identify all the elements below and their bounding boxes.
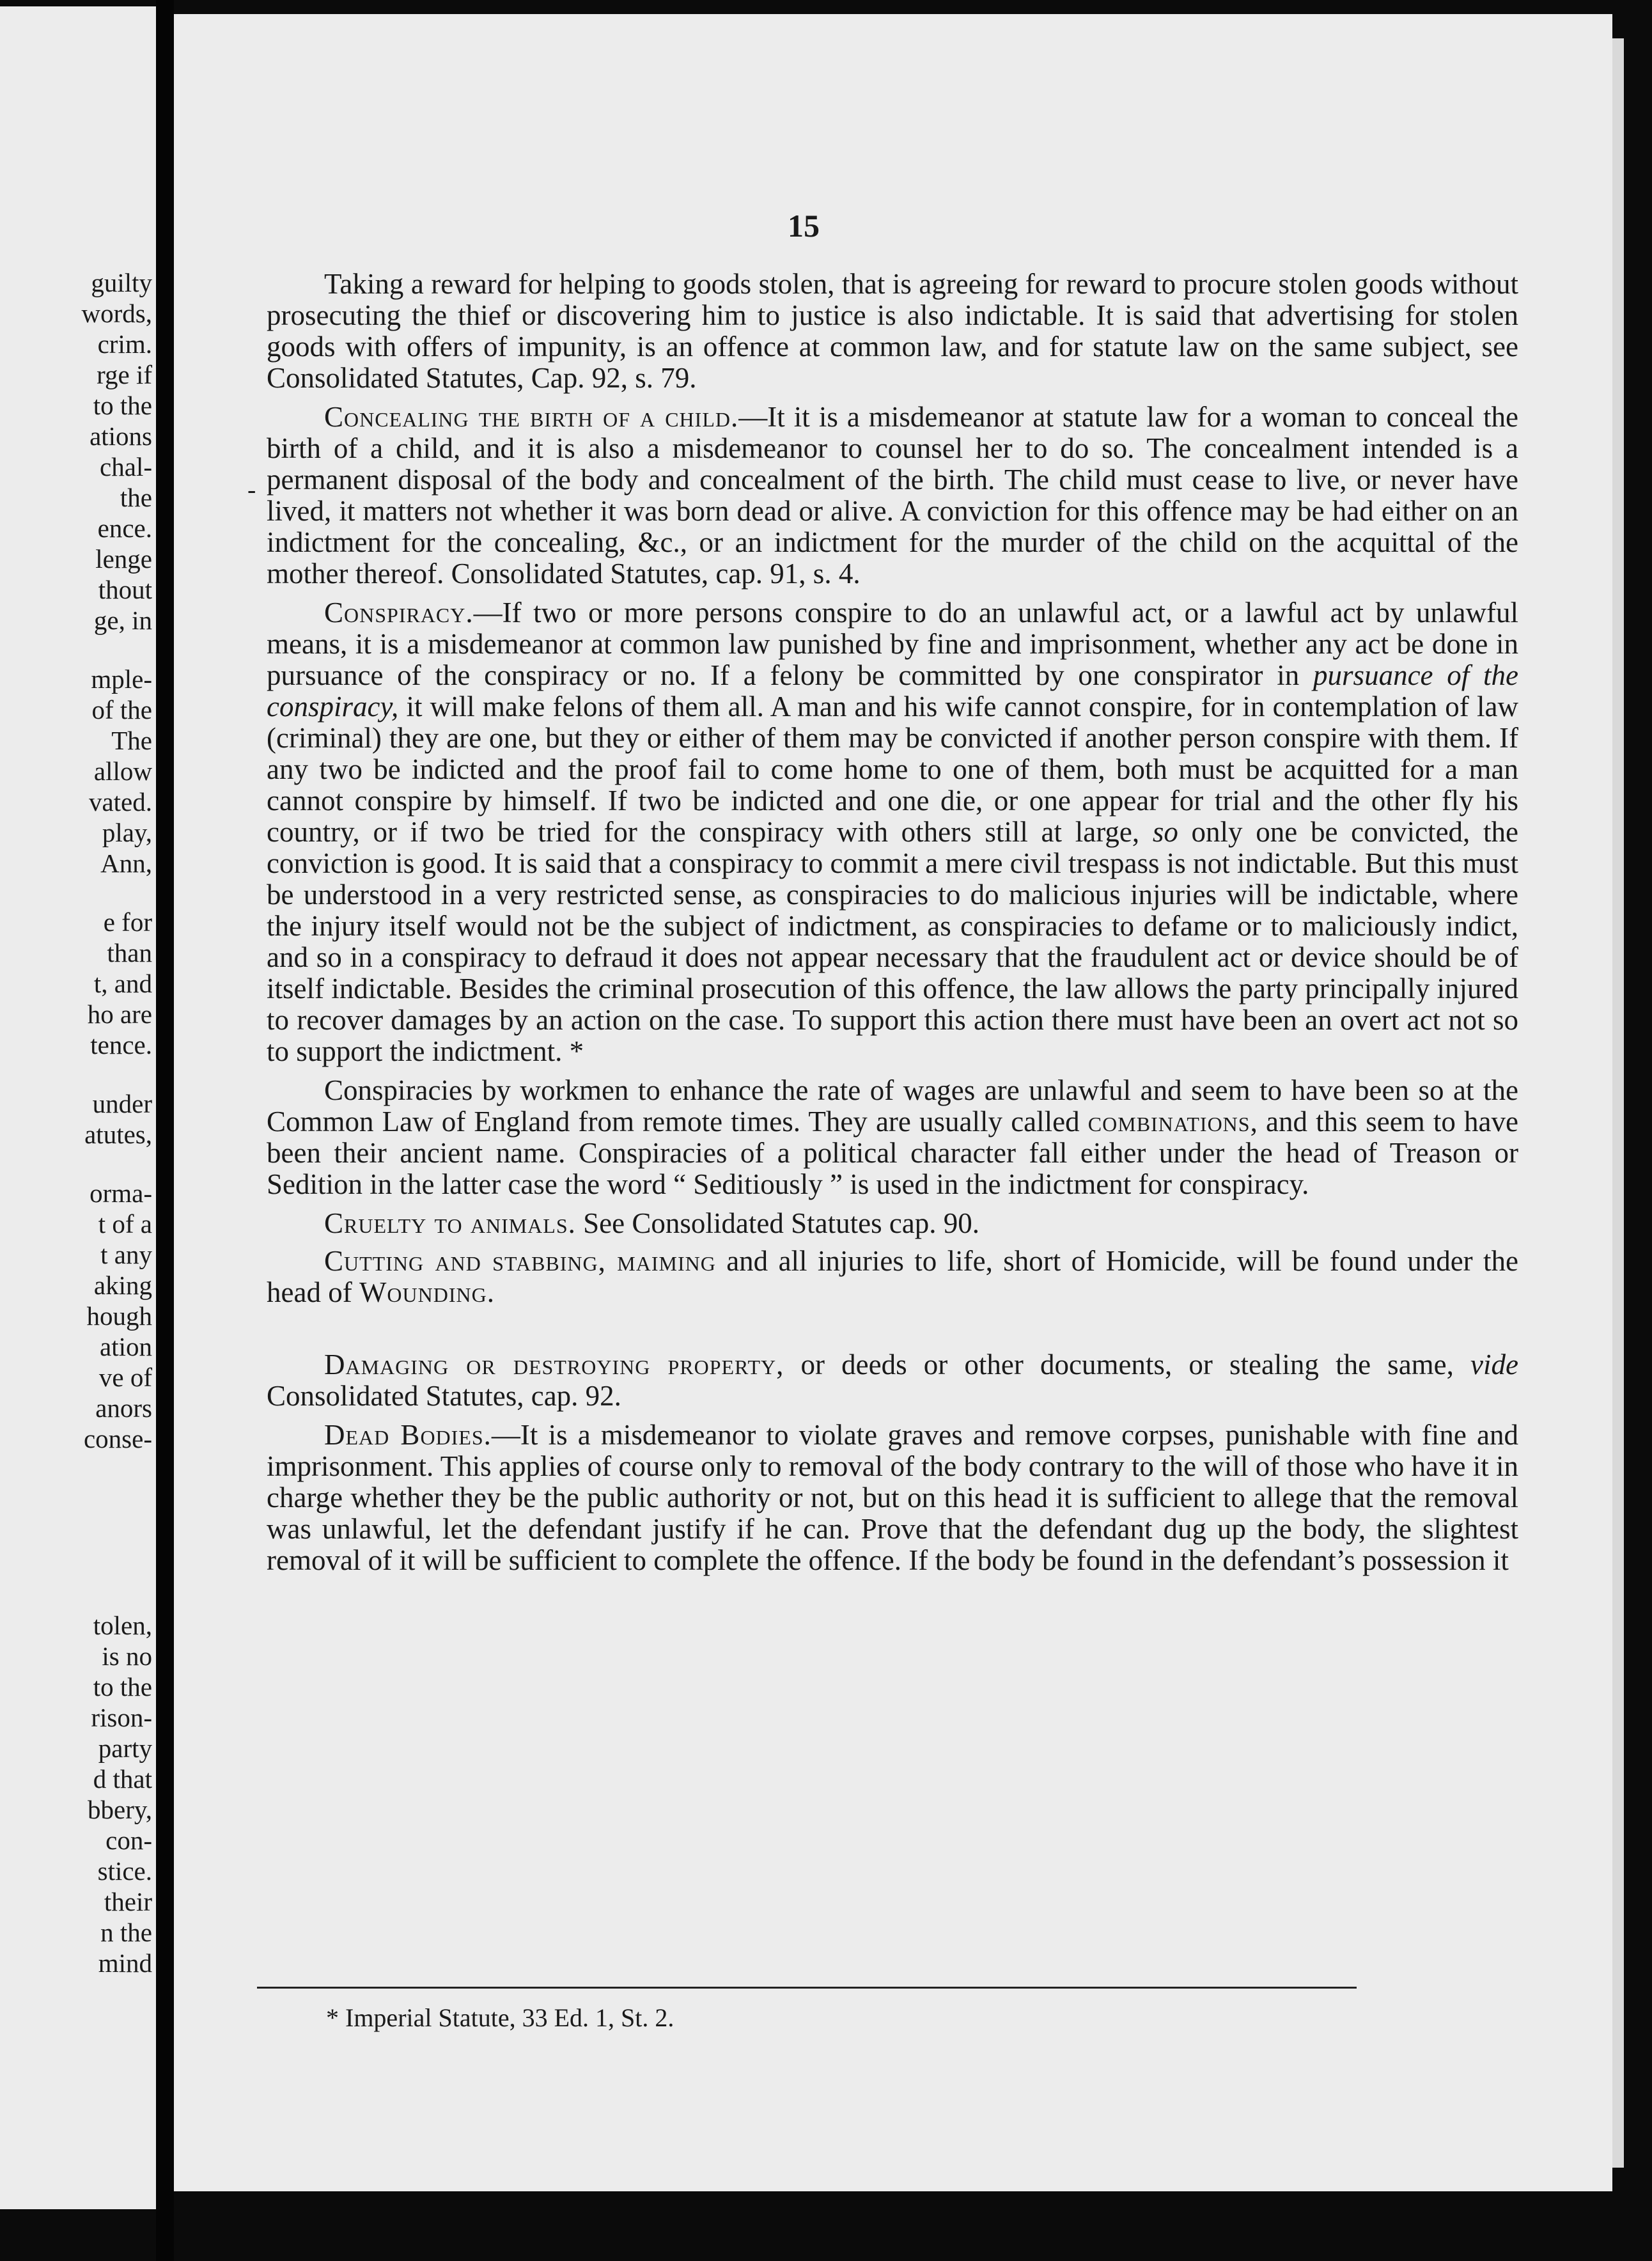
left-page-line: tolen, (93, 1611, 152, 1640)
left-page-line: under (92, 1089, 152, 1118)
text-conspiracy-a: —If two or more persons conspire to do an unlawful act, or a lawful act by unlawful means, it is a misdemeanor at common law punished by fine and imprisonment, whether any act be done in pursuance of the conspiracy or no. If a felony be committed by one conspirator in (267, 597, 1518, 691)
left-page-line: d that (93, 1764, 152, 1794)
left-page-line: mind (98, 1948, 152, 1978)
left-page-line: bbery, (88, 1795, 152, 1824)
right-page (174, 14, 1612, 2191)
page-edge (1612, 38, 1624, 2168)
left-page-line: crim. (97, 329, 152, 359)
left-page-line: hough (86, 1301, 152, 1331)
text-combinations-b: , and this seem to have been their ancient name. Conspiracies of a political character fall either under the head of Treason or Sedition in the latter case the word “ Seditiously ” is used in the indictment for conspiracy. (267, 1106, 1518, 1200)
left-page-line: ation (100, 1332, 152, 1361)
paragraph-cutting-stabbing (267, 1246, 1518, 1308)
text-combinations-a: Conspiracies by workmen to enhance the rate of wages are unlawful and seem to have been so at the Common Law of England from remote times. They are usually called (267, 1074, 1518, 1138)
section-gap (267, 1316, 1518, 1349)
heading-dead-bodies: Dead Bodies. (324, 1419, 492, 1451)
left-page-line: atutes, (84, 1120, 152, 1149)
left-page-line: t of a (98, 1209, 152, 1239)
page-number: 15 (788, 208, 820, 244)
left-page-line: chal- (100, 452, 152, 481)
paragraph-cruelty (267, 1208, 1518, 1239)
text-damaging-a: or deeds or other documents, or stealing the same, (784, 1349, 1471, 1381)
text-conspiracy-italic-2: so (1152, 816, 1178, 848)
left-page-line: stice. (97, 1856, 152, 1886)
left-page-line: ations (90, 421, 152, 451)
term-wounding: Wounding. (359, 1276, 495, 1308)
footnote: * Imperial Statute, 33 Ed. 1, St. 2. (326, 2003, 674, 2032)
left-page-line: aking (93, 1271, 152, 1300)
left-page-line: allow (93, 756, 152, 786)
paragraph-conspiracy (267, 597, 1518, 1067)
left-page-line: e for (103, 907, 152, 937)
heading-cruelty: Cruelty to animals. (324, 1207, 576, 1239)
text-cutting-stabbing: and all injuries to life, short of Homicide, will be found under the head of (267, 1245, 1519, 1308)
left-page-line: n the (100, 1918, 152, 1947)
heading-cutting-stabbing: Cutting and stabbing, maiming (324, 1245, 716, 1277)
left-page-line: mple- (91, 664, 152, 694)
page-body (267, 269, 1518, 1584)
left-page-line: party (98, 1733, 152, 1763)
left-page-line: vated. (88, 787, 152, 817)
left-page-line: anors (95, 1393, 152, 1423)
left-page-line: of the (91, 695, 152, 724)
paragraph-dead-bodies (267, 1420, 1518, 1576)
left-page-line: than (107, 938, 152, 967)
left-page-line: rison- (91, 1703, 152, 1732)
left-page-line: to the (93, 391, 152, 420)
heading-conspiracy: Conspiracy. (324, 597, 474, 629)
left-page-line: The (111, 726, 152, 755)
left-page-fragment (0, 6, 156, 2209)
left-page-line: con- (105, 1826, 152, 1855)
left-page-line: play, (102, 818, 152, 847)
left-page-line: lenge (95, 544, 152, 574)
paragraph-combinations (267, 1075, 1518, 1200)
left-page-line: tence. (90, 1030, 152, 1060)
text-concealing-birth: —It it is a misdemeanor at statute law for a woman to conceal the birth of a child, and it is also a misdemeanor to counsel her to do so. The concealment intended is a permanent disposal of the body and concealment of the birth. The child must cease to live, or never have lived, it matters not whether it was born dead or alive. A conviction for this offence may be had either on an indictment for the concealing, &c., or an indictment for the murder of the child on the acquittal of the mother thereof. Consolidated Statutes, cap. 91, s. 4. (267, 401, 1519, 590)
left-page-line: ve of (98, 1363, 152, 1392)
text-conspiracy-italic-1: pursuance of the conspiracy, (267, 659, 1518, 723)
left-page-line: conse- (83, 1424, 152, 1453)
book-gutter (156, 0, 174, 2261)
left-page-line: orma- (90, 1178, 152, 1208)
left-page-line: ho are (87, 999, 152, 1029)
paragraph-reward-stolen-goods: Taking a reward for helping to goods stolen, that is agreeing for reward to procure stolen goods without prosecuting the thief or discovering him to justice is also indictable. It is said that advertising for stolen goods with offers of impunity, is an offence at common law, and for statute law on the same subject, see Consolidated Statutes, Cap. 92, s. 79. (267, 268, 1518, 394)
term-combinations: combinations (1087, 1106, 1251, 1138)
left-page-line: words, (81, 299, 152, 328)
text-cruelty: See Consolidated Statutes cap. 90. (575, 1207, 980, 1239)
left-page-line: the (120, 483, 152, 512)
left-page-line: to the (93, 1672, 152, 1702)
left-page-line: Ann, (100, 849, 152, 878)
text-dead-bodies: —It is a misdemeanor to violate graves and remove corpses, punishable with fine and imprisonment. This applies of course only to removal of the body contrary to the will of those who have it in charge whether they be the public authority or not, but on this head it is sufficient to allege that the removal was unlawful, let the defendant justify if he can. Prove that the defendant dug up the body, the slightest removal of it will be sufficient to complete the offence. If the body be found in the defendant’s possession it (267, 1419, 1518, 1576)
left-page-line: is no (102, 1641, 152, 1671)
left-page-line: ge, in (93, 606, 152, 635)
text-damaging-vide: vide (1470, 1349, 1518, 1381)
text-damaging-b: Consolidated Statutes, cap. 92. (267, 1380, 621, 1412)
heading-concealing-birth: Concealing the birth of a child. (324, 401, 739, 433)
left-page-line: t, and (93, 969, 152, 998)
left-page-line: guilty (91, 268, 152, 297)
left-page-line: t any (100, 1240, 152, 1269)
left-page-line: ence. (97, 513, 152, 543)
paragraph-damaging-property (267, 1349, 1518, 1412)
text-conspiracy-c: only one be convicted, the conviction is good. It is said that a conspiracy to commit a mere civil trespass is not indictable. But this must be understood in a very restricted sense, as conspiracies to do malicious injuries will be indictable, where the injury itself would not be the subject of indictment, as conspiracies to defame or to maliciously indict, and so in a conspiracy to defraud it does not appear necessary that the fraudulent act or device should be of itself indictable. Besides the criminal prosecution of this offence, the law allows the party principally injured to recover damages by an action on the case. To support this action there must have been an overt act not so to support the indictment. * (267, 816, 1518, 1067)
footnote-rule (257, 1987, 1357, 1989)
text-conspiracy-b: it will make felons of them all. A man and his wife cannot conspire, for in contemplation of law (criminal) they are one, but they or either of them may be convicted if another person conspire with them. If any two be indicted and the proof fail to come home to one of them, both must be acquitted for a man cannot conspire by himself. If two be indicted and one die, or one appear for trial and the other fly his country, or if two be tried for the conspiracy with others still at large, (267, 691, 1518, 848)
left-page-line: thout (98, 575, 152, 604)
left-page-line: their (104, 1887, 152, 1916)
left-page-line: rge if (97, 360, 152, 389)
margin-mark: - (247, 475, 256, 504)
paragraph-concealing-birth (267, 402, 1518, 590)
heading-damaging-property: Damaging or destroying property, (324, 1349, 784, 1381)
